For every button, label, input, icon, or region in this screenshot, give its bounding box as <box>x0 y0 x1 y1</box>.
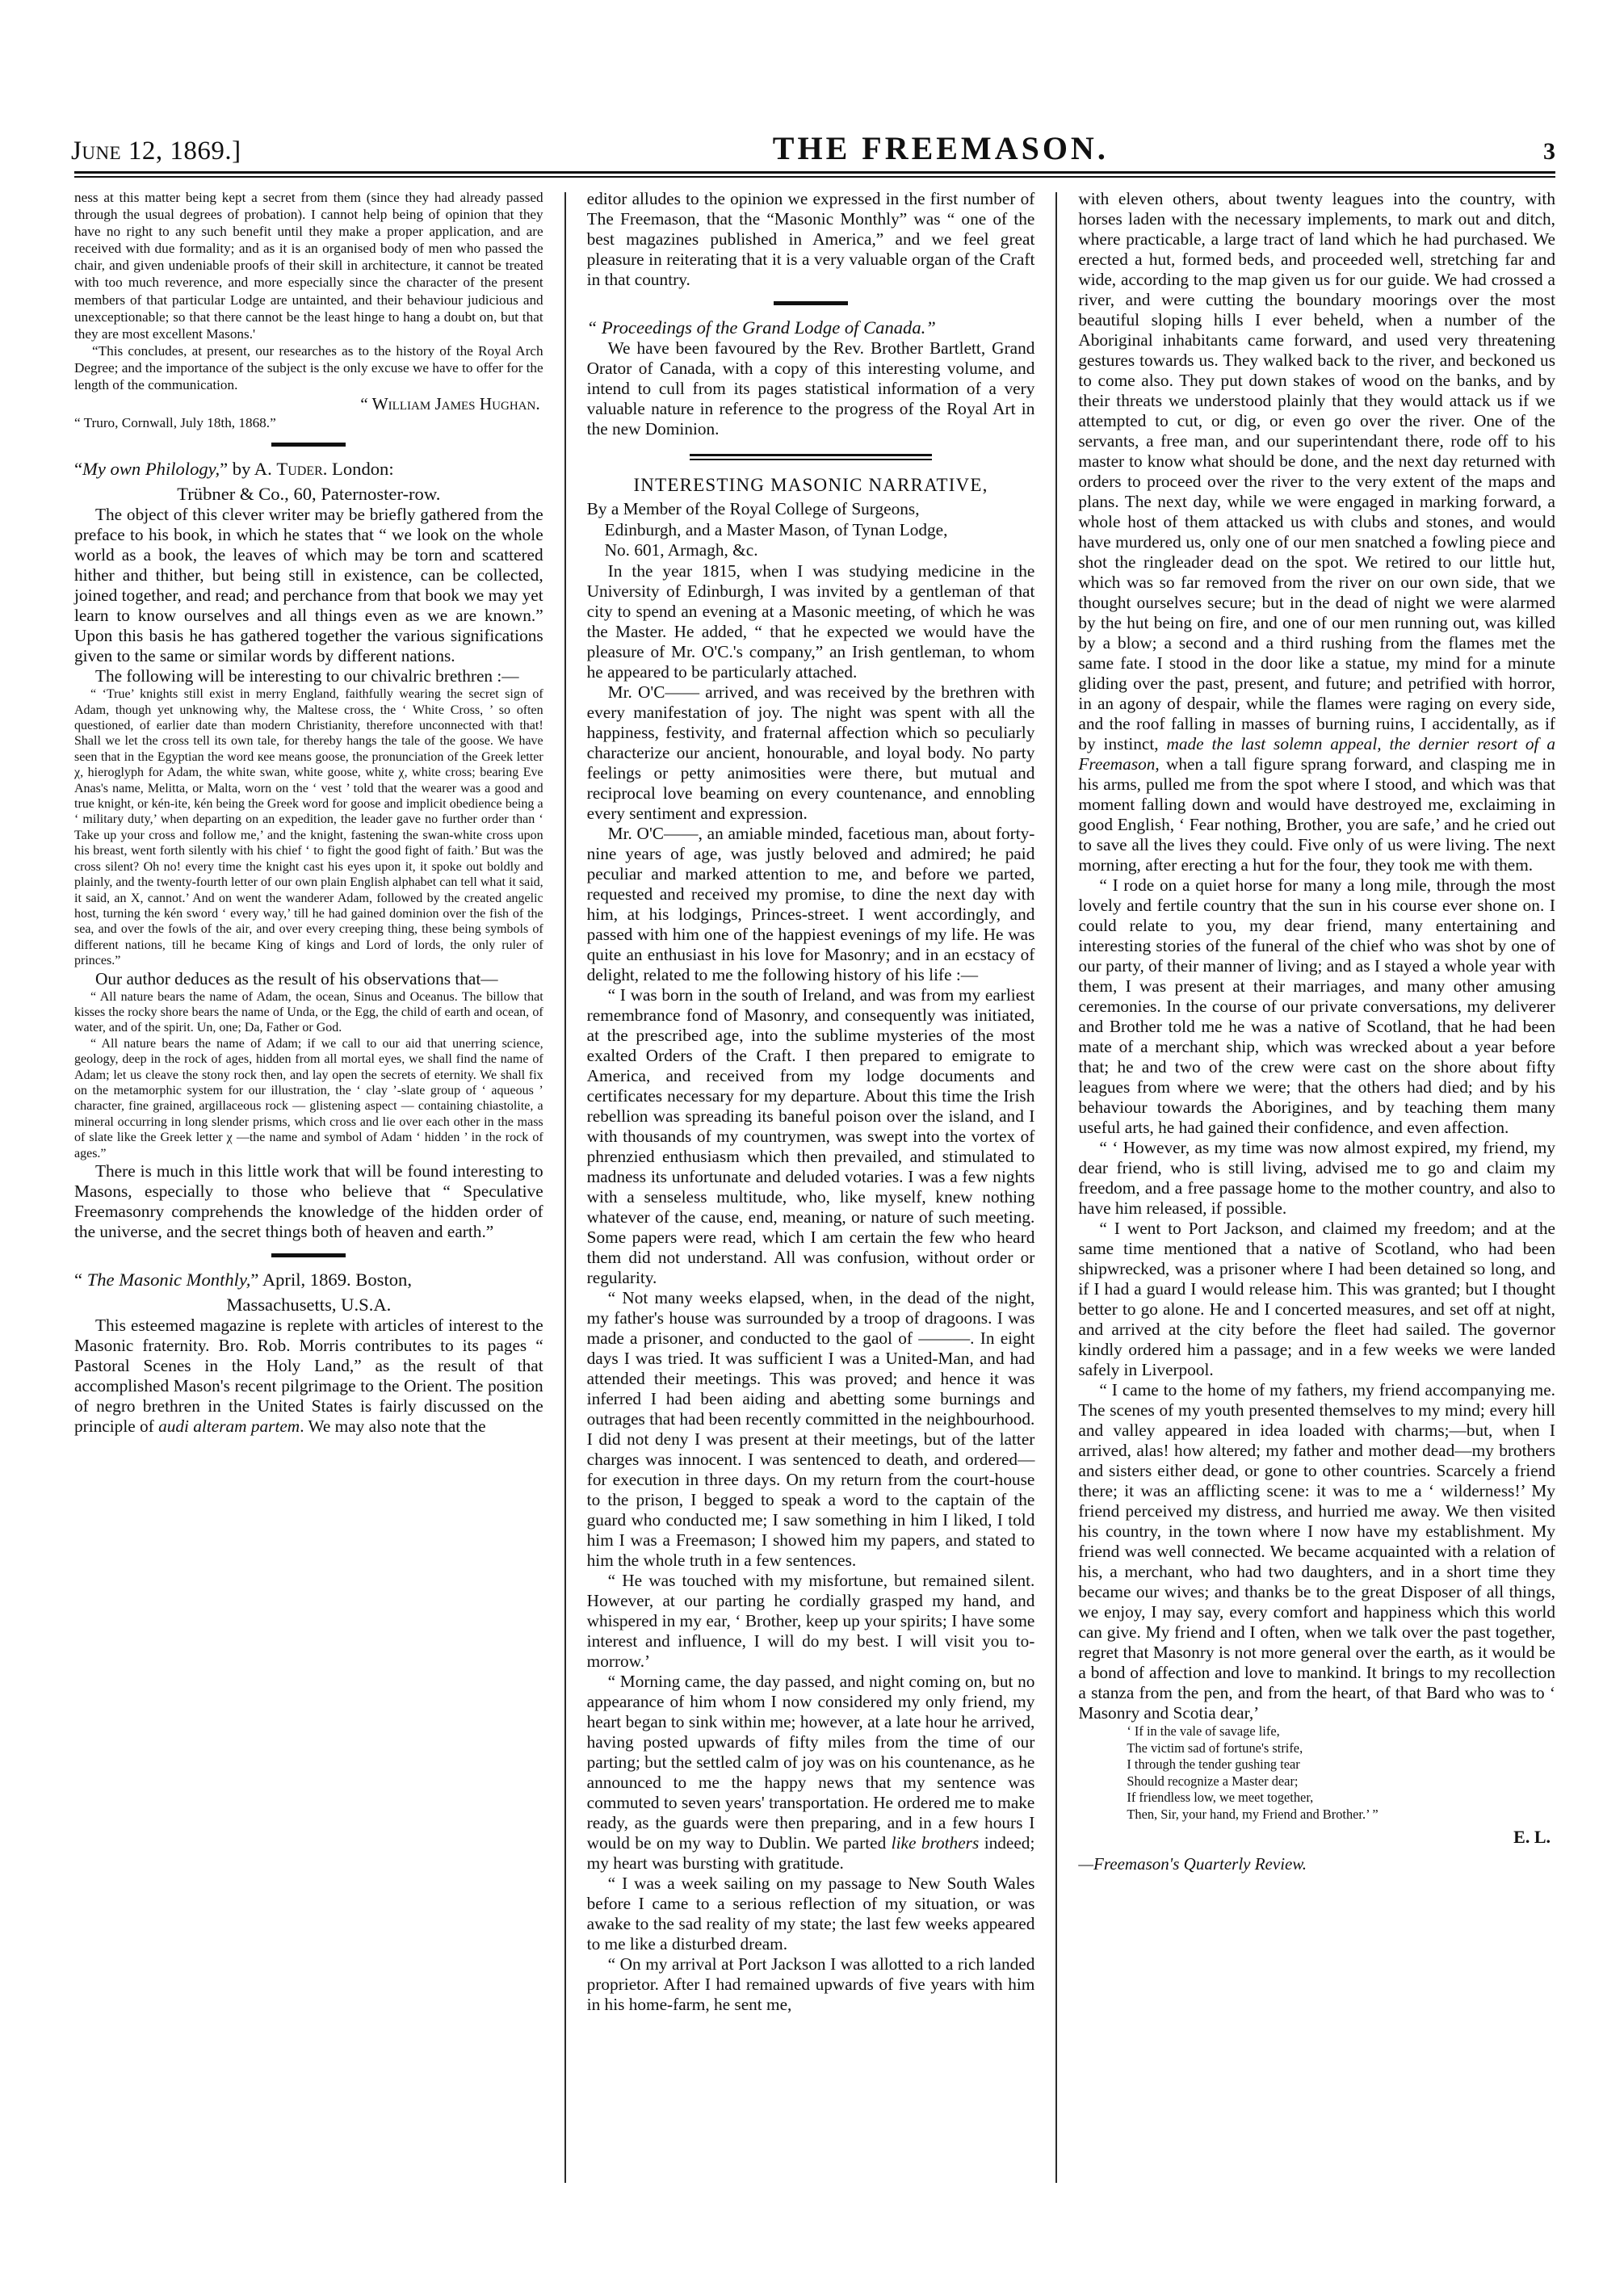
verse-line: If friendless low, we meet together, <box>1127 1790 1314 1806</box>
byline-line-2: Edinburgh, and a Master Mason, of Tynan Lodge, <box>604 519 948 539</box>
byline-line-3: No. 601, Armagh, &c. <box>604 540 758 560</box>
author-initials: E. L. <box>1513 1826 1551 1847</box>
quote-true-knights: “ ‘True’ knights still exist in merry England, faithfully wearing the secret sign of Adam, though yet unknowing why, the Maltese cross, the ‘ White Cross, ’ so often questioned, of earlier date than modern Christianity, therefore unconnected with that! Shall we let the cross tell its own tale, for thereby hangs the tale of the goose. We have seen that in the Egyptian the word кее means goose, the pronunciation of the Greek letter χ, hieroglyph for Adam, the white swan, white goose, white χ, white cross; bearing Eve Anas's name, Melitta, or Malta, worn on the ‘ vest ’ told that the wearer was a good and true knight, or kén-ite, kén being the Greek word for goose and implicit obedience being a ‘ military duty,’ when departing on an expedition, the leader gave no further order than ‘ Take up your cross and follow me,’ and the knight, fastening the swan-white cross upon his breast, went forth silently with his chief ‘ to fight the good fight of faith.’ But was the cross silent? Oh no! every time the knight cast his eyes upon it, it spoke out boldly and plainly, and the twenty-fourth letter of our own plain English alphabet can tell what it said, it said, an X, cannot.’ And on went the wanderer Adam, followed by the created angelic host, turning the kén sword ‘ every way,’ till he had gained dominion over the fish of the sea, and over the fowls of the air, and over every creeping thing, these being symbols of different nations, till he became King of kings and Lord of lords, the only ruler of princes.” <box>74 687 543 968</box>
book-heading-grand-lodge-canada: “ Proceedings of the Grand Lodge of Canada.” <box>586 317 936 338</box>
morning-tail: indeed; my heart was bursting with gratitude. <box>586 1832 1035 1873</box>
verse-stanza <box>1078 1723 1555 1823</box>
book-heading-author: Tuder <box>276 459 323 480</box>
paragraph-favoured: We have been favoured by the Rev. Brother Bartlett, Grand Orator of Canada, with a copy of this interesting volume, and intend to cull from its pages statistical information of a very valuable nature in reference to the progress of the Royal Art in the new Dominion. <box>586 338 1035 439</box>
book-heading-philology <box>74 458 543 480</box>
verse-line: I through the tender gushing tear <box>1127 1756 1300 1773</box>
paragraph-morning <box>587 1672 1035 1874</box>
paragraph-rode: “ I rode on a quiet horse for many a long mile, through the most lovely and fertile country that the sun in his course ever shone on. I could relate to you, my dear friend, many entertaining and interesting stories of the funeral of the chief who was shot by one of our party, of their manner of living; and as I stayed a whole year with them, I was present at their marriages, and many other amusing ceremonies. In the course of our private conversations, my deliverer and Brother told me he was a native of Scotland, that he had been mate of a merchant ship, which was wrecked about a year before that; he and two of the crew were cast on the shore about fifty leagues from where we were; that the others had died; and by his behaviour towards the Aborigines, and by teaching them many useful arts, he had gained their confidence, and even affection. <box>1078 875 1555 1137</box>
book-heading-city: . London: <box>322 459 394 480</box>
paragraph-object: The object of this clever writer may be briefly gathered from the preface to his book, in which he states that “ we look on the whole world as a book, the leaves of which may be torn and scattered hither and thither, but being still in existence, can be collected, joined together, and read; and perchance from that book we may yet learn to know ourselves and all things even as we are known.” Upon this basis he has gathered together the various significations given to the same or similar words by different nations. <box>74 505 543 666</box>
verse-line: ‘ If in the vale of savage life, <box>1127 1723 1280 1739</box>
masthead-title: THE FREEMASON. <box>772 130 1109 166</box>
eleven-tail: , when a tall figure sprang forward, and clasping me in his arms, pulled me from the spot where I stood, and which was that moment falling down and would have destroyed me, exclaiming in good English, ‘ Fear nothing, Brother, you are safe,’ and he cried out to save all the lives they could. Five only of us were living. The next morning, after erecting a hut for the four, they took me with them. <box>1078 754 1555 875</box>
signature-place: “ Truro, Cornwall, July 18th, 1868.” <box>74 415 276 431</box>
eleven-italic-appeal: made the last solemn appeal, the dernier resort of a Freemason <box>1078 734 1555 774</box>
page-masthead <box>71 129 1555 174</box>
quote-all-nature-2: “ All nature bears the name of Adam; if we call to our aid that unerring science, geology, deep in the rock of ages, hidden from all mortal eyes, we shall find the name of Adam; let us cleave the stony rock then, and lay open the secrets of eternity. We shall fix on the metamorphic system for our illustration, the ‘ clay ’-slate group of ‘ aqueous ’ character, fine grained, argillaceous rock — glistening aspect — containing chiastolite, a mineral occurring in long slender prisms, which cross and lie over each other in the mass of slate like the Greek letter χ —the name and symbol of Adam ‘ hidden ’ in the rock of ages.” <box>74 1036 543 1160</box>
book-heading-title: My own Philology, <box>82 459 220 480</box>
book-publisher-line: Trübner & Co., 60, Paternoster-row. <box>177 484 441 505</box>
source-attribution: —Freemason's Quarterly Review. <box>1078 1853 1307 1874</box>
book-heading-byword: ” by A. <box>220 459 277 480</box>
paragraph-much-little: There is much in this little work that will be found interesting to Masons, especially to those who believe that “ Speculative Freemasonry comprehends the knowledge of the hidden order of the universe, and the secret things both of heaven and earth.” <box>74 1161 543 1241</box>
mm-openquote: “ <box>74 1269 87 1290</box>
divider-rule-2 <box>271 1253 346 1257</box>
page-number: 3 <box>1543 138 1555 165</box>
paragraph-oc-arrived: Mr. O'C—— arrived, and was received by the brethren with every manifestation of joy. The night was spent with all the happiness, festivity, and fraternal affection which so peculiarly characterize our ancient, honourable, and loyal body. No party feelings or petty animosities were there, but mutual and reciprocal love beaming on every countenance, and ennobling every sentiment and expression. <box>586 682 1035 823</box>
paragraph-however: “ ‘ However, as my time was now almost expired, my friend, my dear friend, who is still living, advised me to go and claim my freedom, and a free passage home to the mother country, and also to have him released, if possible. <box>1078 1138 1555 1218</box>
section-heading-narrative: INTERESTING MASONIC NARRATIVE, <box>633 475 988 495</box>
paragraph-touched: “ He was touched with my misfortune, but remained silent. However, at our parting he cordially grasped my hand, and whispered in my ear, ‘ Brother, keep up your spirits; I have some interest and influence, I will do my best. I will visit you to-morrow.’ <box>586 1570 1035 1671</box>
column-2 <box>566 189 1056 2208</box>
paragraph-born: “ I was born in the south of Ireland, and was from my earliest remembrance fond of Masonry, and consequently was initiated, at the prescribed age, into the sublime mysteries of the most exalted Orders of the Craft. I then prepared to emigrate to America, and received from my lodge documents and certificates necessary for my departure. About this time the Irish rebellion was spreading its baneful poison over the island, and I with thousands of my countrymen, was swept into the vortex of phrenzied enthusiasm which then prevailed, and stimulated to madness its unfortunate and deluded votaries. I was a few nights with a senseless multitude, who, like myself, knew nothing whatever of the cause, end, meaning, or nature of such meeting. Some papers were read, which I am certain the few who heard them did not understand. All was confusion, without order or regularity. <box>586 984 1035 1287</box>
paragraph-not-many: “ Not many weeks elapsed, when, in the dead of the night, my father's house was surrounded by a troop of dragoons. I was made a prisoner, and conducted to the gaol of ———. In eight days I was tried. It was sufficient I was a United-Man, and had attended their meetings. This was proved; and hence it was inferred I had been aiding and abetting some burnings and outrages that had been recently committed in the neighbourhood. I did not deny I was present at their meetings, but of the latter charges was innocent. I was sentenced to death, and ordered—for execution in three days. On my return from the court-house to the prison, I begged to speak a word to the captain of the guard who conducted me; I saw something in him I liked, I told him I was a Freemason; I showed him my papers, and stated to him the whole truth in a few sentences. <box>586 1287 1035 1570</box>
paragraph-week-sailing: “ I was a week sailing on my passage to New South Wales before I came to a serious reflection of my situation, or was awake to the sad reality of my state; the last few weeks appeared to me like a disturbed dream. <box>586 1873 1035 1954</box>
paragraph-deduces: Our author deduces as the result of his observations that— <box>95 968 498 988</box>
byline-line-1: By a Member of the Royal College of Surgeons, <box>586 499 920 518</box>
masthead-rule <box>74 171 1555 178</box>
paragraph-editor: editor alludes to the opinion we expressed in the first number of The Freemason, that the “Masonic Monthly” was “ one of the best magazines published in America,” and we feel great pleasure in reiterating that it is a very valuable organ of the Craft in that country. <box>586 189 1035 289</box>
mm-rest: ” April, 1869. Boston, <box>250 1269 412 1290</box>
three-column-layout <box>74 189 1555 2208</box>
paragraph-eleven-others <box>1078 189 1555 875</box>
verse-line: The victim sad of fortune's strife, <box>1127 1740 1303 1756</box>
book-heading-openquote: “ <box>74 459 83 480</box>
paragraph-continued: ness at this matter being kept a secret from them (since they had already passed through the usual degrees of probation). I cannot help being of opinion that they have no right to any such benefit until they make a proper application, and are received with due formality; and as it is an organised body of men who passed the chair, and given undeniable proofs of their skill in architecture, it cannot be treated with too much reverence, and more especially since the character of the present members of that particular Lodge are untainted, and their behaviour judicious and unexceptionable; so that there cannot be the least hinge to hang a doubt on, but that they are most excellent Masons.' <box>74 190 543 342</box>
esteemed-tail: . We may also note that the <box>300 1416 486 1436</box>
morning-head: “ Morning came, the day passed, and night coming on, but no appearance of him whom I now considered my only friend, my heart began to sink within me; however, at a late hour he arrived, having posted upwards of fifty miles from the time of our parting; but the settled calm of joy was on his countenance, as he announced to me the happy news that my sentence was commuted to seven years' transportation. He ordered me to make ready, as the guards were then preparing, and in a few hours I would be on my way to Dublin. We parted <box>586 1671 1035 1853</box>
paragraph-came-home: “ I came to the home of my fathers, my friend accompanying me. The scenes of my youth presented themselves to my mind; every hill and valley appeared in idea loaded with charms;—but, when I arrived, alas! how altered; my father and mother dead—my brothers and sisters either dead, or gone to other countries. Scarcely a friend there; it was an afflicting scene: it was to me a ‘ wilderness!’ My friend perceived my distress, and hurried me away. We then visited his country, in the town where I now have my establishment. My friend was well connected. We became acquainted with a relation of his, a merchant, who had two daughters, and in a short time they became our wives; and thanks be to the great Disposer of all things, we enjoy, I may say, every comfort and happiness which this world can give. My friend and I often, when we talk over the past together, regret that Masonry is not more general over the earth, as it would be a bond of affection and love to mankind. It brings to my recollection a stanza from the pen, and from the heart, of that Bard who was to ‘ Masonry and Scotia dear,’ <box>1078 1380 1555 1723</box>
paragraph-following: The following will be interesting to our chivalric brethren :— <box>95 666 519 686</box>
signature-hughan: “ William James Hughan. <box>360 394 540 414</box>
esteemed-latin: audi alteram partem <box>158 1416 300 1436</box>
eleven-head: with eleven others, about twenty leagues into the country, with horses laden with the necessary implements, to mark out and ditch, where practicable, a large tract of land which he had purchased. We erected a hut, formed beds, and proceeded well, stretching far and wide, according to the map given us for our guide. We had crossed a river, and were cutting the boundary moorings over the most beautiful sloping hills I ever beheld, when a number of the Aboriginal inhabitants came forward, and used very threatening gestures towards us. They walked back to the river, and beckoned us to come also. They put down stakes of wood on the banks, and by their threats we understood plainly that they would attack us if we attempted to cut, or dig, or even go over the river. One of the servants, a free man, and our superintendant there, rode off to his master to know what should be done, and the next day returned with orders to proceed over the river to the very extent of the maps and plans. The next day, while we were engaged in marking forward, a whole host of them attacked us with clubs and stones, and would have murdered us, only one of our men snatched a fowling piece and shot the ringleader dead on the spot. We retired to our little hut, which was so far removed from the river on our own side, that we thought ourselves secure; but in the dead of night we were alarmed by the hut being on fire, and one of our men running out, was killed by a blow; a second and a third rushing from the flames met the same fate. I stood in the door like a statue, my mind for a minute gliding over the past, present, and future; and petrified with horror, in an agony of despair, while the flames were raging on every side, and the roof falling in masses of burning ruins, I accidentally, as if by instinct, <box>1078 189 1555 753</box>
column-1 <box>74 189 564 2208</box>
paragraph-1815: In the year 1815, when I was studying medicine in the University of Edinburgh, I was invited by a gentleman of that city to spend an evening at a Masonic meeting, of which he was the Master. He added, “ that he expected we would have the pleasure of Mr. O'C.'s company,” an Irish gentleman, to whom he appeared to be particularly attached. <box>586 560 1035 682</box>
paragraph-oc-amiable: Mr. O'C——, an amiable minded, facetious man, about forty-nine years of age, was justly beloved and admired; he paid peculiar and marked attention to me, and before we parted, requested and received my promise, to dine the next day with him, at his lodgings, Princes-street. I went accordingly, and passed with him one of the happiest evenings of my life. He was quite an enthusiast in his love for Masonry; and in an ecstacy of delight, related to me the following history of his life :— <box>586 823 1035 984</box>
divider-rule <box>271 443 346 447</box>
masthead-date: June 12, 1869.] <box>71 136 241 166</box>
paragraph-went-port-jackson: “ I went to Port Jackson, and claimed my freedom; and at the same time mentioned that a native of Scotland, who had been shipwrecked, was a prisoner where I had been detained so long, and if I had a guard I would release him. This was granted; but I thought better to go alone. He and I concerted measures, and set off at night, and arrived at the city before the fleet had sailed. The governor kindly ordered him a passage; and in a few weeks we were landed safely in Liverpool. <box>1078 1219 1555 1379</box>
mm-title: The Masonic Monthly, <box>86 1269 251 1290</box>
morning-italic: like brothers <box>891 1832 980 1853</box>
paragraph-concludes: “This concludes, at present, our researches as to the history of the Royal Arch Degree; and the importance of the subject is the only excuse we have to offer for the length of the communication. <box>74 342 543 393</box>
divider-rule-3 <box>774 301 848 305</box>
column-3 <box>1057 189 1555 2208</box>
quote-all-nature-1: “ All nature bears the name of Adam, the ocean, Sinus and Oceanus. The billow that kisses the rocky shore bears the name of Unda, or the Egg, the child of earth and ocean, of water, and of the spirit. Un, one; Da, Father or God. <box>74 989 543 1035</box>
section-divider-rule <box>690 454 932 460</box>
book-heading-masonic-monthly <box>74 1269 543 1290</box>
verse-line: Should recognize a Master dear; <box>1127 1773 1299 1789</box>
paragraph-arrival: “ On my arrival at Port Jackson I was allotted to a rich landed proprietor. After I had remained upwards of five years with him in his home-farm, he sent me, <box>586 1954 1035 2014</box>
paragraph-esteemed <box>74 1316 543 1437</box>
verse-line: Then, Sir, your hand, my Friend and Brother.’ ” <box>1127 1806 1379 1822</box>
mm-place-line: Massachusetts, U.S.A. <box>226 1295 392 1315</box>
esteemed-head: This esteemed magazine is replete with articles of interest to the Masonic fraternity. Bro. Rob. Morris contributes to its pages “ Pastoral Scenes in the Holy Land,” as the result of that accomplished Mason's recent pilgrimage to the Orient. The position of negro brethren in the United States is fairly discussed on the principle of <box>74 1316 543 1436</box>
